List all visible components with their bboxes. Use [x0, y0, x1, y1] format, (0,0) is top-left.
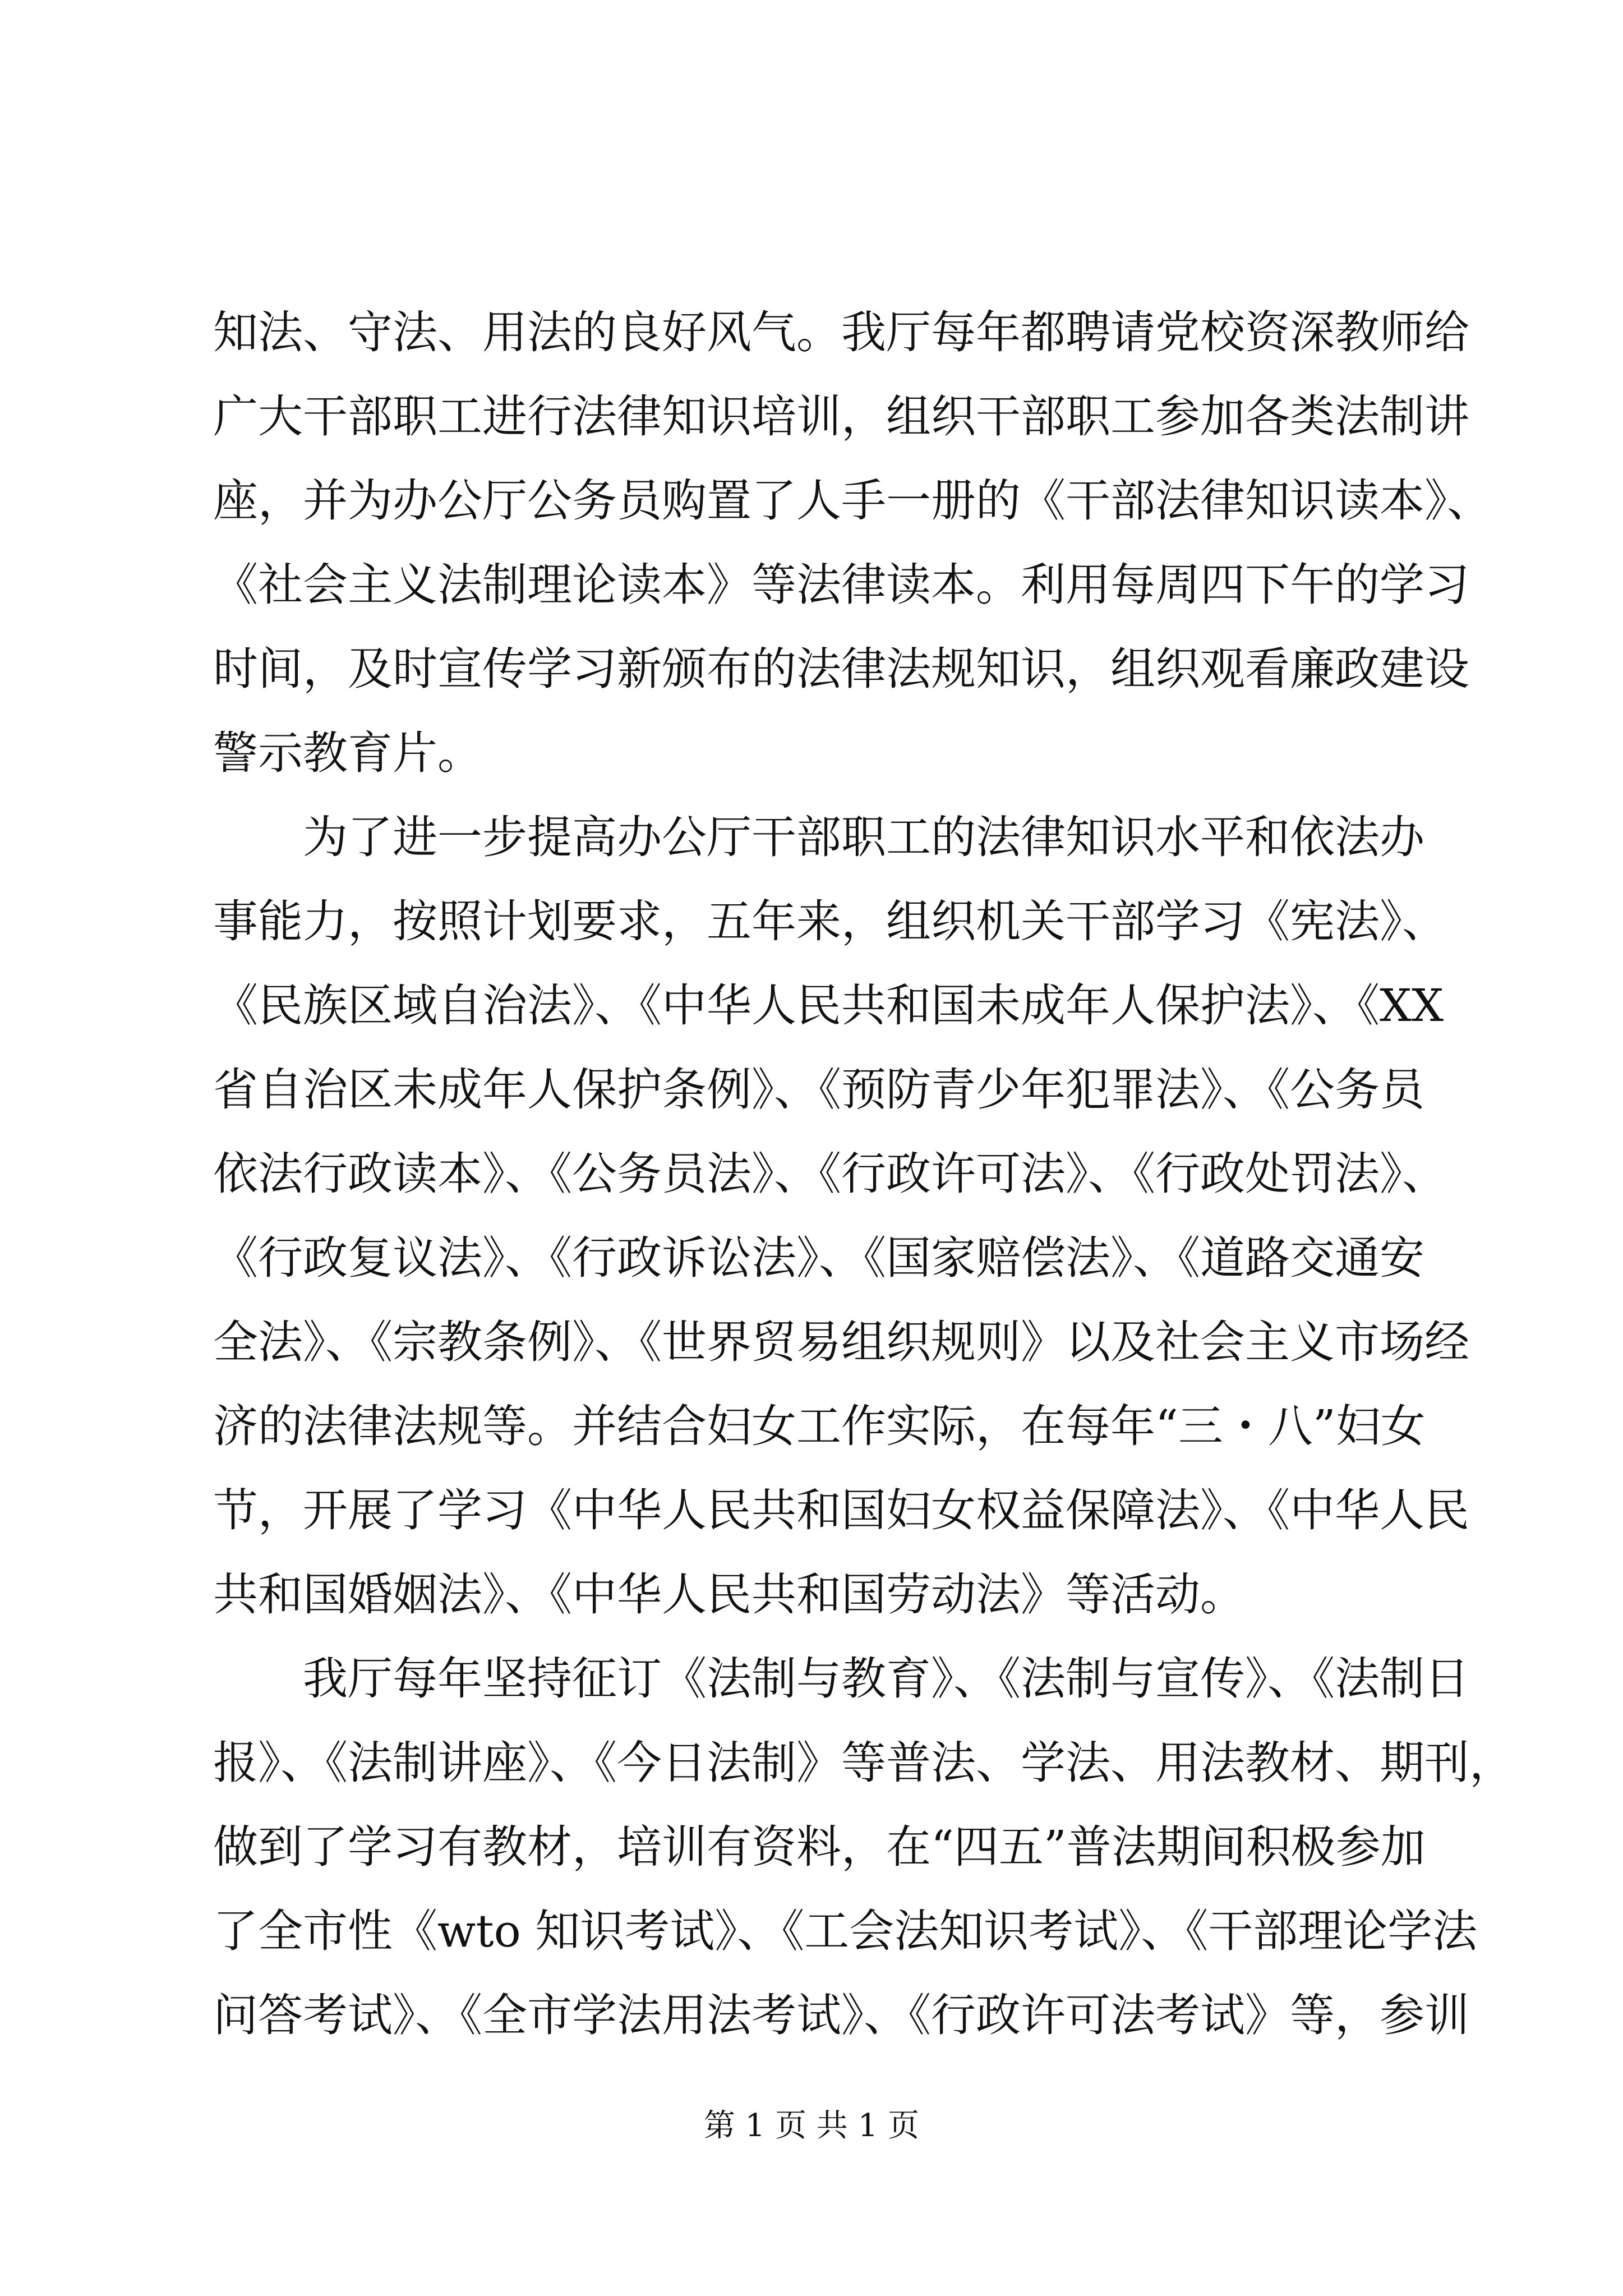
page-number-label: 第 1 页 共 1 页: [703, 2108, 920, 2144]
text-line: 报》、《法制讲座》、《今日法制》等普法、学法、用法教材、期刊，: [213, 1737, 1514, 1789]
text-line: 《社会主义法制理论读本》等法律读本。利用每周四下午的学习: [213, 559, 1469, 611]
text-line: 了全市性《wto 知识考试》、《工会法知识考试》、《干部理论学法: [213, 1905, 1478, 1957]
text-line: 座，并为办公厅公务员购置了人手一册的《干部法律知识读本》、: [213, 475, 1492, 527]
text-line: 《民族区域自治法》、《中华人民共和国未成年人保护法》、《XX: [213, 979, 1444, 1032]
text-line: 做到了学习有教材，培训有资料，在“四五”普法期间积极参加: [213, 1821, 1426, 1873]
text-line: 共和国婚姻法》、《中华人民共和国劳动法》等活动。: [213, 1568, 1245, 1621]
page-footer: [0, 2101, 1623, 2146]
text-line: 警示教育片。: [213, 727, 482, 779]
text-line: 事能力，按照计划要求，五年来，组织机关干部学习《宪法》、: [213, 895, 1447, 947]
text-line: 节，开展了学习《中华人民共和国妇女权益保障法》、《中华人民: [213, 1484, 1469, 1536]
text-line: 问答考试》、《全市学法用法考试》、《行政许可法考试》等，参训: [213, 1989, 1469, 2041]
text-line: 省自治区未成年人保护条例》、《预防青少年犯罪法》、《公务员: [213, 1064, 1424, 1116]
text-line: 广大干部职工进行法律知识培训，组织干部职工参加各类法制讲: [213, 390, 1469, 443]
text-line: 《行政复议法》、《行政诉讼法》、《国家赔偿法》、《道路交通安: [213, 1232, 1424, 1284]
text-line: 为了进一步提高办公厅干部职工的法律知识水平和依法办: [303, 811, 1424, 863]
text-line: 全法》、《宗教条例》、《世界贸易组织规则》以及社会主义市场经: [213, 1316, 1469, 1368]
text-line: 我厅每年坚持征订《法制与教育》、《法制与宣传》、《法制日: [303, 1653, 1469, 1705]
document-body: [213, 291, 1514, 2058]
text-line: 依法行政读本》、《公务员法》、《行政许可法》、《行政处罚法》、: [213, 1148, 1447, 1200]
text-line: 济的法律法规等。并结合妇女工作实际，在每年“三・八”妇女: [213, 1400, 1426, 1452]
text-line: 知法、守法、用法的良好风气。我厅每年都聘请党校资深教师给: [213, 306, 1469, 358]
text-line: 时间，及时宣传学习新颁布的法律法规知识，组织观看廉政建设: [213, 643, 1469, 695]
